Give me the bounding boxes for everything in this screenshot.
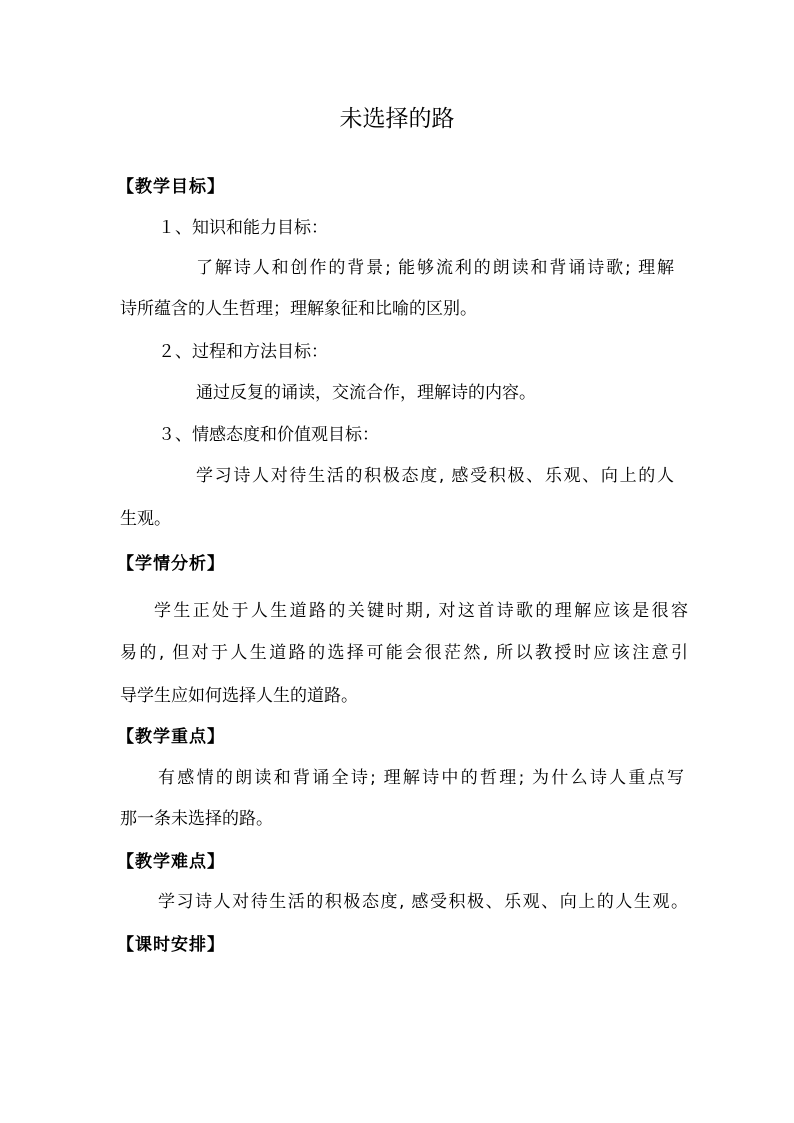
heading-key-points: 【教学重点】 xyxy=(117,727,225,747)
objective-1-text-line1: 了解诗人和创作的背景; 能够流利的朗读和背诵诗歌; 理解 xyxy=(196,258,674,278)
document-title: 未选择的路 xyxy=(339,106,455,132)
difficulties-line1: 学习诗人对待生活的积极态度, 感受积极、乐观、向上的人生观。 xyxy=(158,892,688,912)
analysis-line1: 学生正处于人生道路的关键时期, 对这首诗歌的理解应该是很容 xyxy=(154,601,688,621)
key-points-line1: 有感情的朗读和背诵全诗; 理解诗中的哲理; 为什么诗人重点写 xyxy=(158,768,684,788)
objective-3-label: ３、情感态度和价值观目标： xyxy=(158,425,379,445)
objective-3-text-line1: 学习诗人对待生活的积极态度, 感受积极、乐观、向上的人 xyxy=(196,466,674,486)
heading-analysis: 【学情分析】 xyxy=(117,554,225,574)
objective-2-text-line1: 通过反复的诵读，交流合作，理解诗的内容。 xyxy=(196,383,536,403)
heading-difficulties: 【教学难点】 xyxy=(117,852,225,872)
objective-2-label: ２、过程和方法目标： xyxy=(158,342,328,362)
objective-3-text-line2: 生观。 xyxy=(120,509,171,529)
analysis-line2: 易的, 但对于人生道路的选择可能会很茫然, 所以教授时应该注意引 xyxy=(120,643,688,663)
heading-schedule: 【课时安排】 xyxy=(117,935,225,955)
objective-1-label: １、知识和能力目标： xyxy=(158,218,328,238)
objective-1-text-line2: 诗所蕴含的人生哲理；理解象征和比喻的区别。 xyxy=(120,299,477,319)
analysis-line3: 导学生应如何选择人生的道路。 xyxy=(120,686,358,706)
key-points-line2: 那一条未选择的路。 xyxy=(120,809,273,829)
heading-objectives: 【教学目标】 xyxy=(117,177,225,197)
